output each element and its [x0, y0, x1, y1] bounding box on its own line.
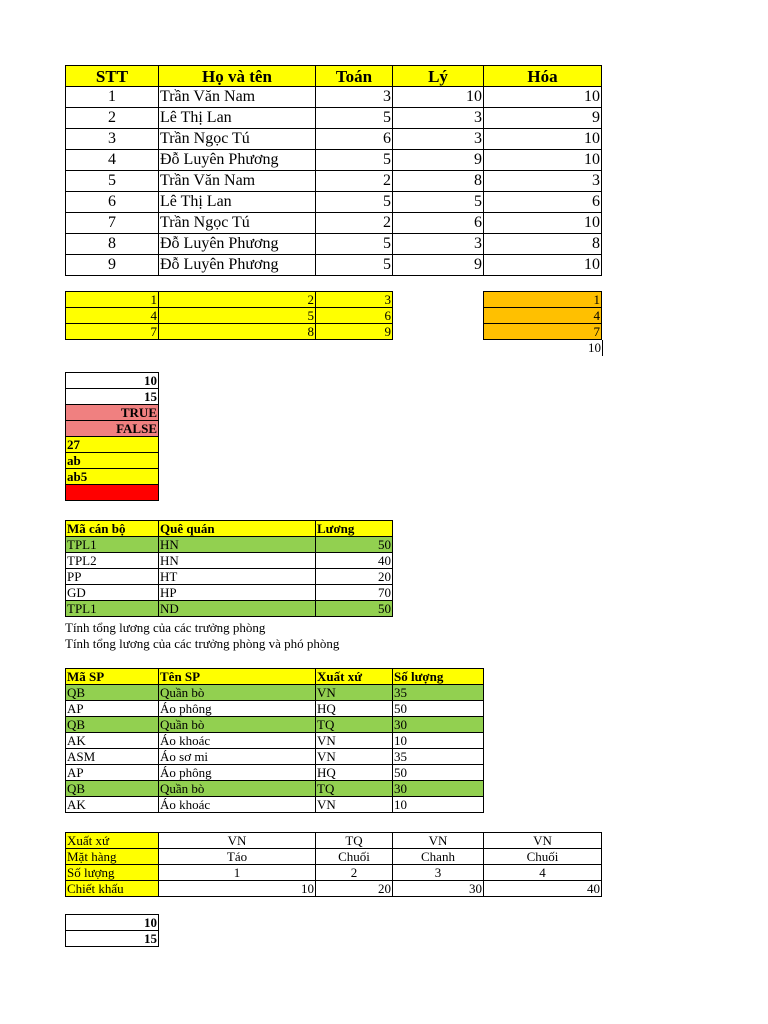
table-row [66, 797, 484, 813]
cell[interactable]: 6 [66, 192, 159, 213]
table-row [66, 453, 159, 469]
table-row [66, 537, 393, 553]
cell[interactable]: 9 [66, 255, 159, 276]
cell[interactable]: QB [66, 781, 159, 797]
cell[interactable]: 10 [159, 881, 316, 897]
cell[interactable]: HP [159, 585, 316, 601]
cell[interactable]: 50 [393, 765, 484, 781]
label-mat-hang[interactable]: Mặt hàng [66, 849, 159, 865]
products-header-row [66, 669, 484, 685]
cell[interactable]: 4 [484, 308, 602, 324]
cell[interactable]: 40 [484, 881, 602, 897]
table-row [66, 485, 159, 501]
bottom-values-wrap [65, 914, 159, 947]
table-row [66, 213, 602, 234]
table-row [66, 234, 602, 255]
table-row [66, 255, 602, 276]
students-table-wrap [65, 65, 602, 276]
values-table-wrap [65, 372, 159, 501]
cell[interactable]: 1 [66, 87, 159, 108]
cell[interactable]: 1 [484, 292, 602, 308]
table-row [66, 569, 393, 585]
products-table [65, 668, 484, 813]
table-row [66, 915, 159, 931]
cell[interactable]: QB [66, 685, 159, 701]
origin-table-wrap [65, 832, 602, 897]
cell[interactable]: 10 [66, 373, 159, 389]
cell[interactable]: GD [66, 585, 159, 601]
cell[interactable]: ASM [66, 749, 159, 765]
table-row [66, 733, 484, 749]
table-row [66, 701, 484, 717]
table-row [66, 749, 484, 765]
table-row [66, 833, 602, 849]
table-row [66, 324, 393, 340]
cell[interactable]: HQ [316, 701, 393, 717]
cell[interactable]: Táo [159, 849, 316, 865]
cell[interactable]: AP [66, 765, 159, 781]
cell[interactable]: 5 [316, 234, 393, 255]
products-table-wrap [65, 668, 484, 813]
cell[interactable]: AK [66, 733, 159, 749]
cell[interactable]: 3 [393, 234, 484, 255]
table-row [66, 108, 602, 129]
cell[interactable]: QB [66, 717, 159, 733]
cell[interactable]: 20 [316, 569, 393, 585]
cell[interactable]: Áo sơ mi [159, 749, 316, 765]
values-table [65, 372, 159, 501]
table-row [66, 129, 602, 150]
cell[interactable]: 35 [393, 749, 484, 765]
cell[interactable]: 4 [66, 150, 159, 171]
cell[interactable]: 35 [393, 685, 484, 701]
cell[interactable]: 5 [159, 308, 316, 324]
cell[interactable]: 5 [316, 108, 393, 129]
label-so-luong[interactable]: Số lượng [66, 865, 159, 881]
cell[interactable] [66, 485, 159, 501]
cell[interactable]: 40 [316, 553, 393, 569]
origin-table [65, 832, 602, 897]
header-ma-sp[interactable]: Mã SP [66, 669, 159, 685]
table-row [484, 292, 602, 308]
staff-note-1: Tính tổng lương của các trưởng phòng [65, 620, 266, 635]
cell[interactable]: 50 [393, 701, 484, 717]
header-ly[interactable]: Lý [393, 66, 484, 87]
cell[interactable]: 10 [484, 87, 602, 108]
cell[interactable]: 8 [66, 234, 159, 255]
matrix-table-wrap [65, 291, 393, 340]
cell[interactable]: Lê Thị Lan [159, 108, 316, 129]
cell[interactable]: 5 [316, 150, 393, 171]
cell[interactable]: 8 [484, 234, 602, 255]
cell[interactable]: 8 [159, 324, 316, 340]
cell[interactable]: 1 [159, 865, 316, 881]
cell[interactable]: HN [159, 537, 316, 553]
staff-note-2: Tính tổng lương của các trưởng phòng và phó phòng [65, 636, 340, 651]
cell[interactable]: 5 [316, 255, 393, 276]
cell[interactable]: 9 [393, 150, 484, 171]
table-row [66, 849, 602, 865]
table-row [66, 717, 484, 733]
cell[interactable]: 10 [393, 797, 484, 813]
table-row [66, 192, 602, 213]
label-xuat-xu[interactable]: Xuất xứ [66, 833, 159, 849]
cell[interactable]: 2 [316, 865, 393, 881]
table-row [66, 601, 393, 617]
cell[interactable]: VN [316, 749, 393, 765]
table-row [484, 324, 602, 340]
students-table [65, 65, 602, 276]
cell[interactable]: 4 [484, 865, 602, 881]
cell[interactable]: 5 [316, 192, 393, 213]
cell[interactable]: HT [159, 569, 316, 585]
cell[interactable]: 10 [484, 213, 602, 234]
cell[interactable]: 10 [484, 129, 602, 150]
cell[interactable]: 30 [393, 881, 484, 897]
cell[interactable]: Quần bò [159, 685, 316, 701]
cell[interactable]: HN [159, 553, 316, 569]
cell[interactable]: AP [66, 701, 159, 717]
header-que-quan[interactable]: Quê quán [159, 521, 316, 537]
bottom-values-table [65, 914, 159, 947]
cell[interactable]: AK [66, 797, 159, 813]
cell[interactable]: 15 [66, 931, 159, 947]
staff-table [65, 520, 393, 617]
header-so-luong[interactable]: Số lượng [393, 669, 484, 685]
cell[interactable]: 2 [159, 292, 316, 308]
header-hoa[interactable]: Hóa [484, 66, 602, 87]
cell[interactable]: 7 [66, 213, 159, 234]
cell[interactable]: 10 [484, 150, 602, 171]
staff-header-row [66, 521, 393, 537]
cell[interactable]: Chanh [393, 849, 484, 865]
cell[interactable]: 10 [393, 87, 484, 108]
cell[interactable]: Trần Ngọc Tú [159, 129, 316, 150]
table-row [66, 553, 393, 569]
table-row [66, 931, 159, 947]
cell[interactable]: 3 [66, 129, 159, 150]
cell[interactable]: TPL1 [66, 601, 159, 617]
cell[interactable]: 5 [66, 171, 159, 192]
cell[interactable]: Chuối [484, 849, 602, 865]
students-header-row [66, 66, 602, 87]
cell[interactable]: VN [316, 733, 393, 749]
header-luong[interactable]: Lương [316, 521, 393, 537]
cell[interactable]: 7 [484, 324, 602, 340]
orange-column-table [483, 291, 602, 340]
cell[interactable]: ab5 [66, 469, 159, 485]
cell[interactable]: Đỗ Luyên Phương [159, 150, 316, 171]
cell[interactable]: Đỗ Luyên Phương [159, 255, 316, 276]
cell[interactable]: 10 [393, 733, 484, 749]
header-ten-sp[interactable]: Tên SP [159, 669, 316, 685]
table-row [66, 685, 484, 701]
header-toan[interactable]: Toán [316, 66, 393, 87]
matrix-table [65, 291, 393, 340]
cell[interactable]: 3 [393, 129, 484, 150]
cell[interactable]: 15 [66, 389, 159, 405]
cell[interactable]: 6 [393, 213, 484, 234]
cell[interactable]: VN [159, 833, 316, 849]
table-row [66, 881, 602, 897]
orange-column-sum[interactable]: 10 [485, 340, 603, 356]
cell[interactable]: 20 [316, 881, 393, 897]
cell[interactable]: 50 [316, 537, 393, 553]
cell[interactable]: 3 [393, 865, 484, 881]
table-row [66, 405, 159, 421]
cell[interactable]: Chuối [316, 849, 393, 865]
cell[interactable]: PP [66, 569, 159, 585]
cell[interactable]: Trần Văn Nam [159, 171, 316, 192]
cell[interactable]: 2 [316, 213, 393, 234]
staff-table-wrap [65, 520, 393, 617]
header-stt[interactable]: STT [66, 66, 159, 87]
cell[interactable]: TQ [316, 833, 393, 849]
cell[interactable]: 9 [484, 108, 602, 129]
table-row [66, 865, 602, 881]
cell[interactable]: 10 [66, 915, 159, 931]
cell[interactable]: 6 [484, 192, 602, 213]
cell[interactable]: Áo phông [159, 765, 316, 781]
cell[interactable]: Quần bò [159, 781, 316, 797]
cell[interactable]: Áo khoác [159, 797, 316, 813]
table-row [66, 469, 159, 485]
cell[interactable]: Trần Văn Nam [159, 87, 316, 108]
cell[interactable]: Đỗ Luyên Phương [159, 234, 316, 255]
cell[interactable]: VN [393, 833, 484, 849]
cell[interactable]: 3 [316, 292, 393, 308]
cell[interactable]: Lê Thị Lan [159, 192, 316, 213]
cell[interactable]: 3 [393, 108, 484, 129]
cell[interactable]: 5 [393, 192, 484, 213]
cell[interactable]: 3 [484, 171, 602, 192]
table-row [66, 585, 393, 601]
cell[interactable]: 30 [393, 781, 484, 797]
cell[interactable]: FALSE [66, 421, 159, 437]
cell[interactable]: 30 [393, 717, 484, 733]
table-row [66, 389, 159, 405]
cell[interactable]: 4 [66, 308, 159, 324]
cell[interactable]: 6 [316, 308, 393, 324]
table-row [66, 308, 393, 324]
table-row [484, 308, 602, 324]
cell[interactable]: 9 [393, 255, 484, 276]
cell[interactable]: TQ [316, 781, 393, 797]
header-xuat-xu[interactable]: Xuất xứ [316, 669, 393, 685]
cell[interactable]: 6 [316, 129, 393, 150]
cell[interactable]: Trần Ngọc Tú [159, 213, 316, 234]
cell[interactable]: Áo phông [159, 701, 316, 717]
table-row [66, 437, 159, 453]
cell[interactable]: VN [316, 685, 393, 701]
cell[interactable]: 7 [66, 324, 159, 340]
orange-column-wrap [483, 291, 603, 356]
cell[interactable]: 9 [316, 324, 393, 340]
table-row [66, 150, 602, 171]
cell[interactable]: 1 [66, 292, 159, 308]
table-row [66, 292, 393, 308]
cell[interactable]: 50 [316, 601, 393, 617]
cell[interactable]: ab [66, 453, 159, 469]
cell[interactable]: VN [484, 833, 602, 849]
cell[interactable]: TQ [316, 717, 393, 733]
cell[interactable]: 70 [316, 585, 393, 601]
cell[interactable]: TPL2 [66, 553, 159, 569]
header-ma-can-bo[interactable]: Mã cán bộ [66, 521, 159, 537]
cell[interactable]: 27 [66, 437, 159, 453]
cell[interactable]: 8 [393, 171, 484, 192]
cell[interactable]: TRUE [66, 405, 159, 421]
cell[interactable]: VN [316, 797, 393, 813]
cell[interactable]: HQ [316, 765, 393, 781]
cell[interactable]: Quần bò [159, 717, 316, 733]
table-row [66, 373, 159, 389]
table-row [66, 765, 484, 781]
cell[interactable]: 3 [316, 87, 393, 108]
label-chiet-khau[interactable]: Chiết khấu [66, 881, 159, 897]
header-ho-ten[interactable]: Họ và tên [159, 66, 316, 87]
table-row [66, 87, 602, 108]
cell[interactable]: 2 [316, 171, 393, 192]
cell[interactable]: TPL1 [66, 537, 159, 553]
cell[interactable]: ND [159, 601, 316, 617]
table-row [66, 421, 159, 437]
cell[interactable]: 10 [484, 255, 602, 276]
table-row [66, 781, 484, 797]
cell[interactable]: Áo khoác [159, 733, 316, 749]
cell[interactable]: 2 [66, 108, 159, 129]
table-row [66, 171, 602, 192]
